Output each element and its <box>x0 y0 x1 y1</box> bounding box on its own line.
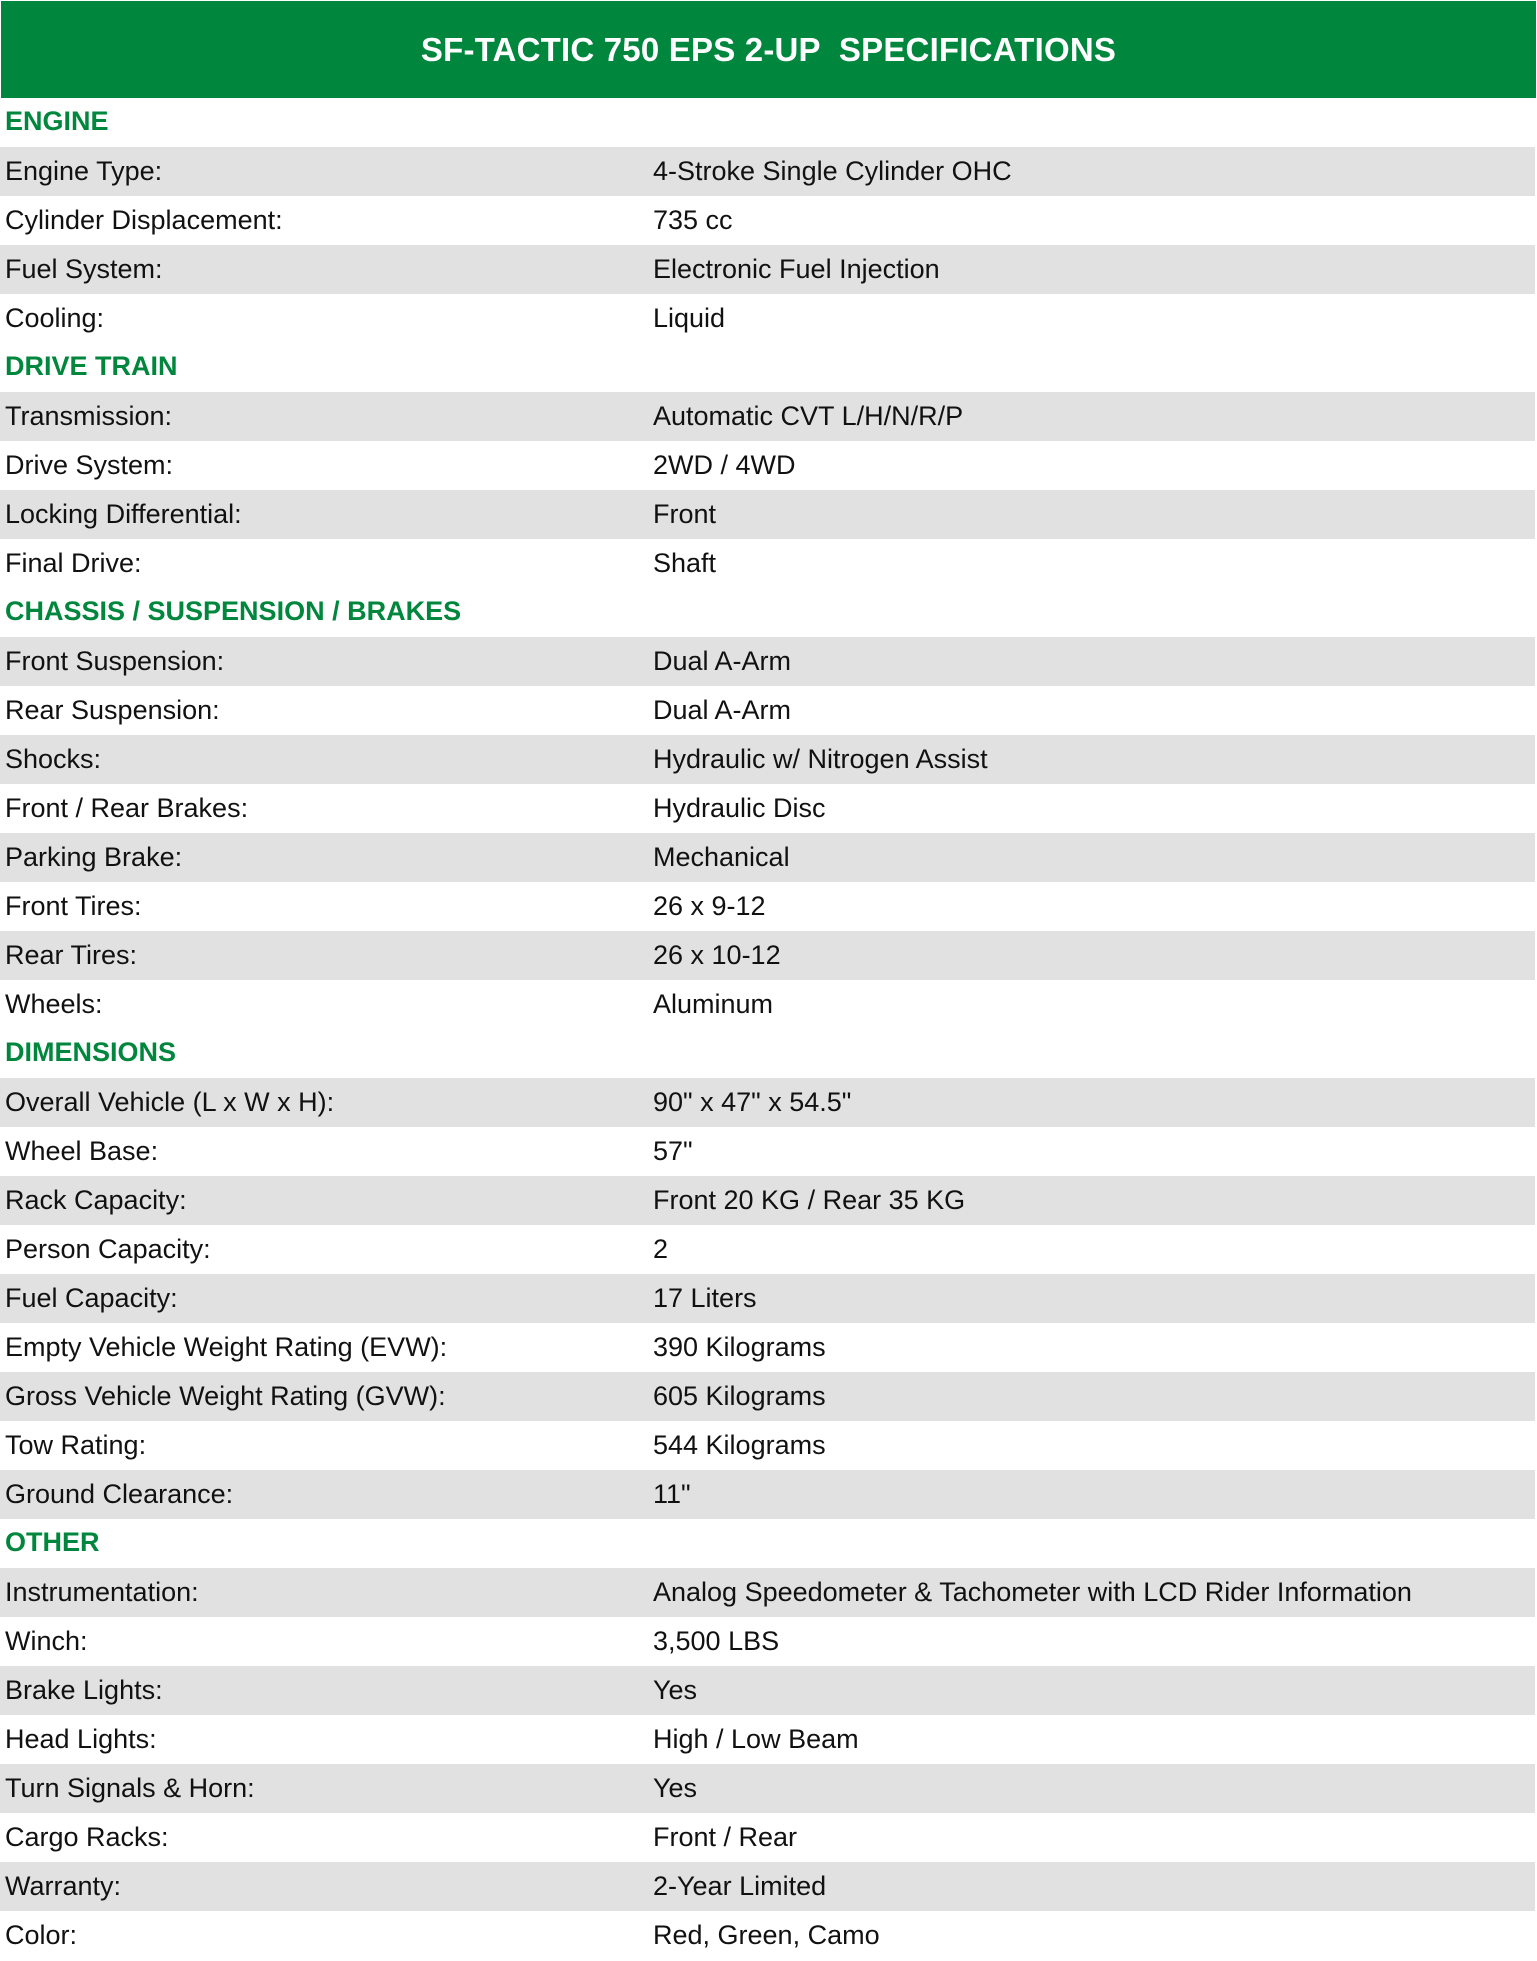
spec-label: Wheel Base: <box>5 1136 159 1166</box>
spec-row <box>0 441 1535 490</box>
spec-label: Transmission: <box>5 401 173 431</box>
spec-label: Instrumentation: <box>5 1577 199 1607</box>
spec-row <box>0 1127 1535 1176</box>
spec-row <box>0 686 1535 735</box>
spec-row <box>0 1176 1535 1225</box>
spec-value: Yes <box>653 1675 698 1705</box>
spec-row <box>0 1813 1535 1862</box>
spec-row <box>0 539 1535 588</box>
spec-label: Rear Suspension: <box>5 695 220 725</box>
spec-value: 390 Kilograms <box>653 1332 826 1362</box>
spec-label: Fuel Capacity: <box>5 1283 178 1313</box>
spec-label: Tow Rating: <box>5 1430 147 1460</box>
spec-label: Gross Vehicle Weight Rating (GVW): <box>5 1381 446 1411</box>
spec-value: Automatic CVT L/H/N/R/P <box>653 401 964 431</box>
spec-value: 2-Year Limited <box>653 1871 827 1901</box>
spec-label: Parking Brake: <box>5 842 183 872</box>
spec-label: Final Drive: <box>5 548 142 578</box>
section-heading: DIMENSIONS <box>5 1037 177 1067</box>
spec-value: Shaft <box>653 548 717 578</box>
spec-label: Engine Type: <box>5 156 163 186</box>
spec-value: Front 20 KG / Rear 35 KG <box>653 1185 966 1215</box>
section-header <box>0 98 1535 147</box>
spec-label: Drive System: <box>5 450 174 480</box>
spec-value: 544 Kilograms <box>653 1430 826 1460</box>
spec-value: Yes <box>653 1773 698 1803</box>
spec-row <box>0 1568 1535 1617</box>
spec-label: Overall Vehicle (L x W x H): <box>5 1087 335 1117</box>
spec-value: 4-Stroke Single Cylinder OHC <box>653 156 1012 186</box>
spec-value: Electronic Fuel Injection <box>653 254 940 284</box>
spec-value: 90" x 47" x 54.5" <box>653 1087 852 1117</box>
spec-row <box>0 392 1535 441</box>
spec-row <box>0 833 1535 882</box>
spec-value: Dual A-Arm <box>653 695 792 725</box>
spec-label: Color: <box>5 1920 78 1950</box>
spec-row <box>0 1911 1535 1960</box>
spec-value: Front <box>653 499 717 529</box>
spec-label: Cargo Racks: <box>5 1822 169 1852</box>
spec-label: Warranty: <box>5 1871 122 1901</box>
section-header <box>0 1029 1535 1078</box>
spec-row <box>0 1715 1535 1764</box>
spec-label: Empty Vehicle Weight Rating (EVW): <box>5 1332 448 1362</box>
spec-value: 26 x 10-12 <box>653 940 781 970</box>
spec-row <box>0 147 1535 196</box>
spec-label: Head Lights: <box>5 1724 157 1754</box>
spec-label: Front / Rear Brakes: <box>5 793 249 823</box>
spec-label: Shocks: <box>5 744 102 774</box>
section-header <box>0 343 1535 392</box>
spec-row <box>0 931 1535 980</box>
spec-row <box>0 1323 1535 1372</box>
spec-value: 735 cc <box>653 205 733 235</box>
spec-value: Analog Speedometer & Tachometer with LCD Rider Information <box>653 1577 1412 1607</box>
section-header <box>0 588 1535 637</box>
spec-value: 17 Liters <box>653 1283 757 1313</box>
spec-row <box>0 1764 1535 1813</box>
spec-row <box>0 1421 1535 1470</box>
spec-value: Hydraulic Disc <box>653 793 826 823</box>
spec-row <box>0 294 1535 343</box>
spec-row <box>0 1372 1535 1421</box>
spec-label: Wheels: <box>5 989 103 1019</box>
spec-value: Aluminum <box>653 989 774 1019</box>
spec-value: 11" <box>653 1479 691 1509</box>
spec-label: Cooling: <box>5 303 105 333</box>
section-heading: CHASSIS / SUSPENSION / BRAKES <box>5 596 462 626</box>
spec-row <box>0 245 1535 294</box>
spec-value: 57" <box>653 1136 693 1166</box>
spec-value: 2WD / 4WD <box>653 450 796 480</box>
spec-value: Red, Green, Camo <box>653 1920 880 1950</box>
spec-label: Brake Lights: <box>5 1675 163 1705</box>
spec-table <box>0 98 1537 1960</box>
spec-row <box>0 490 1535 539</box>
spec-value: 605 Kilograms <box>653 1381 826 1411</box>
spec-value: Hydraulic w/ Nitrogen Assist <box>653 744 988 774</box>
title-banner <box>1 1 1536 98</box>
spec-value: 3,500 LBS <box>653 1626 780 1656</box>
spec-row <box>0 1666 1535 1715</box>
spec-row <box>0 637 1535 686</box>
spec-value: Dual A-Arm <box>653 646 792 676</box>
spec-row <box>0 882 1535 931</box>
spec-label: Front Suspension: <box>5 646 225 676</box>
section-heading: DRIVE TRAIN <box>5 351 178 381</box>
spec-row <box>0 196 1535 245</box>
spec-value: Liquid <box>653 303 726 333</box>
spec-label: Ground Clearance: <box>5 1479 234 1509</box>
spec-row <box>0 1274 1535 1323</box>
spec-row <box>0 1078 1535 1127</box>
spec-label: Front Tires: <box>5 891 142 921</box>
spec-row <box>0 1470 1535 1519</box>
section-heading: OTHER <box>5 1527 100 1557</box>
spec-row <box>0 980 1535 1029</box>
spec-label: Locking Differential: <box>5 499 242 529</box>
spec-row <box>0 1225 1535 1274</box>
section-heading: ENGINE <box>5 106 109 136</box>
spec-label: Rear Tires: <box>5 940 138 970</box>
section-header <box>0 1519 1535 1568</box>
spec-row <box>0 1617 1535 1666</box>
spec-value: Front / Rear <box>653 1822 798 1852</box>
spec-label: Turn Signals & Horn: <box>5 1773 255 1803</box>
spec-value: 26 x 9-12 <box>653 891 766 921</box>
spec-label: Rack Capacity: <box>5 1185 187 1215</box>
spec-row <box>0 784 1535 833</box>
spec-label: Cylinder Displacement: <box>5 205 283 235</box>
spec-value: Mechanical <box>653 842 790 872</box>
spec-label: Winch: <box>5 1626 88 1656</box>
page-title: SF-TACTIC 750 EPS 2-UP SPECIFICATIONS <box>420 30 1117 68</box>
spec-value: 2 <box>653 1234 669 1264</box>
spec-label: Person Capacity: <box>5 1234 211 1264</box>
spec-row <box>0 1862 1535 1911</box>
spec-value: High / Low Beam <box>653 1724 859 1754</box>
spec-row <box>0 735 1535 784</box>
spec-label: Fuel System: <box>5 254 163 284</box>
